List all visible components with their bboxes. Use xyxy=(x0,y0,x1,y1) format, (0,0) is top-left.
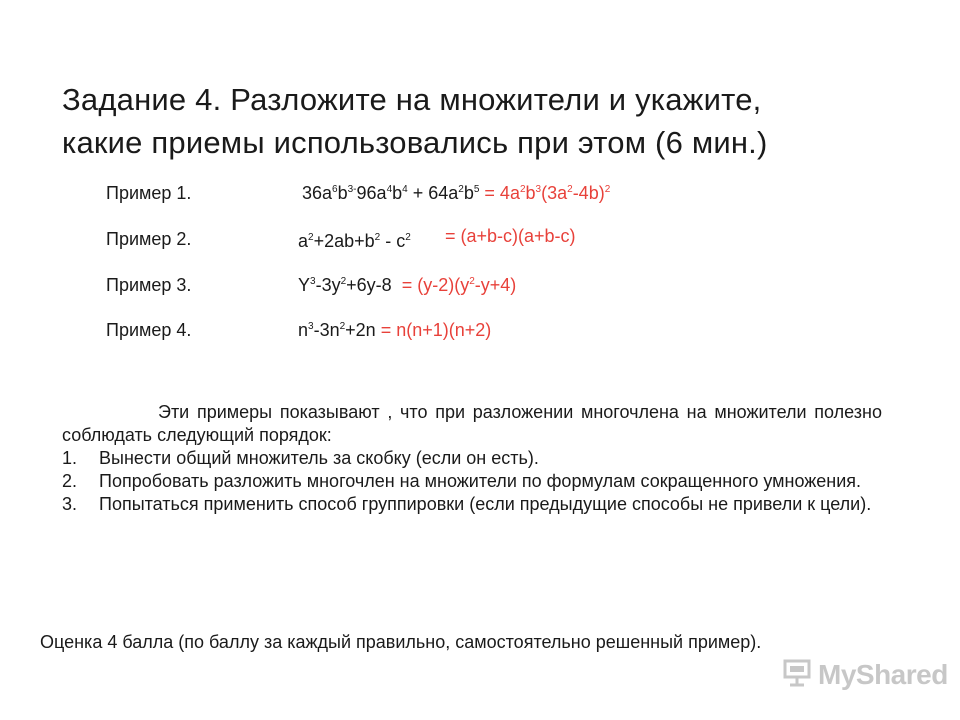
watermark xyxy=(782,655,948,695)
list-item xyxy=(62,447,882,470)
example-expression: $36a^6b^{3-}96a^4b^4 + 64a^2b^5 = 4a^2b^3(3a^2-4b)^2$ xyxy=(302,183,611,203)
task-title-line-2: какие приемы использовались при этом (6 мин.) xyxy=(62,125,768,160)
list-item-number: 2. xyxy=(62,471,78,491)
example-expression: $a^2+2ab+b^2 - c^2$ xyxy=(298,231,411,251)
task-title xyxy=(62,78,902,164)
steps-list xyxy=(62,447,882,516)
example-answer: = n(n+1)(n+2) xyxy=(380,320,492,340)
list-item xyxy=(62,493,882,516)
example-answer: = (a+b-c)(a+b-c) xyxy=(445,226,576,246)
instructions-intro: Эти примеры показывают , что при разложении многочлена на множители полезно соблюдать следующий порядок: xyxy=(62,402,882,445)
example-label: Пример 2. xyxy=(106,229,192,249)
list-item-number: 1. xyxy=(62,448,78,468)
example-label: Пример 3. xyxy=(106,275,192,295)
example-expression: $Y^3-3y^2+6y-8 = (y-2)(y^2-y+4)$ xyxy=(298,275,517,295)
example-answer: = $4a^2b^3(3a^2-4b)^2$ xyxy=(484,183,611,203)
watermark-text: MyShared xyxy=(818,659,948,690)
example-label: Пример 4. xyxy=(106,320,192,340)
example-answer: = $(y-2)(y^2-y+4)$ xyxy=(396,275,517,295)
grade-note: Оценка 4 балла (по баллу за каждый правильно, самостоятельно решенный пример). xyxy=(40,632,762,652)
list-item-number: 3. xyxy=(62,494,78,514)
instructions-paragraph xyxy=(62,401,882,516)
list-item xyxy=(62,470,882,493)
example-expression: $n^3-3n^2+2n = n(n+1)(n+2)$ xyxy=(298,320,492,340)
example-label: Пример 1. xyxy=(106,183,192,203)
list-item-text: Попробовать разложить многочлен на множители по формулам сокращенного умножения. xyxy=(99,471,862,491)
list-item-text: Попытаться применить способ группировки (если предыдущие способы не привели к цели). xyxy=(99,494,872,514)
presentation-board-icon xyxy=(782,658,812,693)
list-item-text: Вынести общий множитель за скобку (если он есть). xyxy=(99,448,539,468)
task-title-line-1: Задание 4. Разложите на множители и укажите, xyxy=(62,82,762,117)
